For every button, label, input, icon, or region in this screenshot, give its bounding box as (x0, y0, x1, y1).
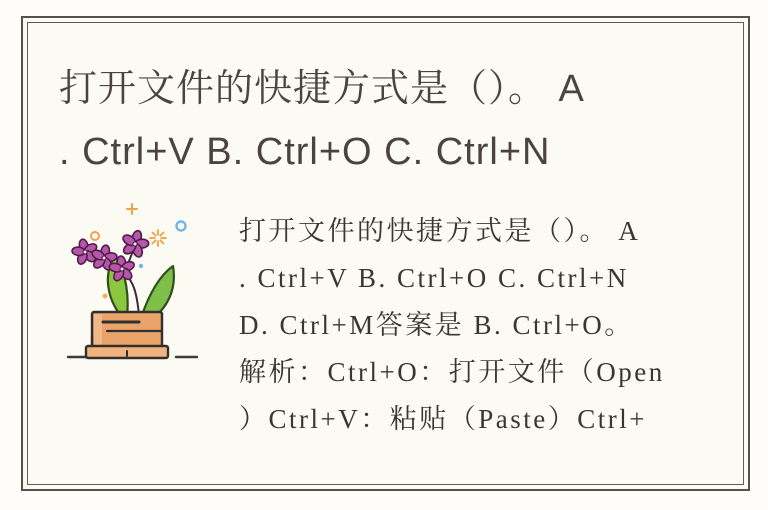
answer-text-line: 解析：Ctrl+O：打开文件（Open (239, 357, 665, 387)
question-title-line: . Ctrl+V B. Ctrl+O C. Ctrl+N (59, 131, 551, 173)
sparkle-ring-blue-icon (177, 222, 186, 231)
answer-text-line: 打开文件的快捷方式是（）。 A (239, 216, 641, 246)
answer-text (239, 194, 665, 443)
sparkle-ring-orange-icon (91, 232, 99, 240)
sparkle-dot-orange-icon (103, 294, 108, 299)
answer-text-line: . Ctrl+V B. Ctrl+O C. Ctrl+N (239, 263, 629, 293)
flower-pot (86, 312, 168, 358)
question-title-line: 打开文件的快捷方式是（）。 A (59, 68, 585, 110)
page-frame (21, 16, 750, 491)
answer-text-line: ）Ctrl+V：粘贴（Paste）Ctrl+ (239, 404, 647, 434)
question-title (59, 58, 585, 184)
sparkle-plus-icon (127, 204, 137, 214)
answer-text-line: D. Ctrl+M答案是 B. Ctrl+O。 (239, 310, 634, 340)
answer-section (61, 194, 665, 443)
potted-orchid-illustration (61, 194, 217, 380)
sparkle-dot-blue-icon (139, 264, 143, 268)
sparkle-starburst-icon (150, 230, 166, 246)
